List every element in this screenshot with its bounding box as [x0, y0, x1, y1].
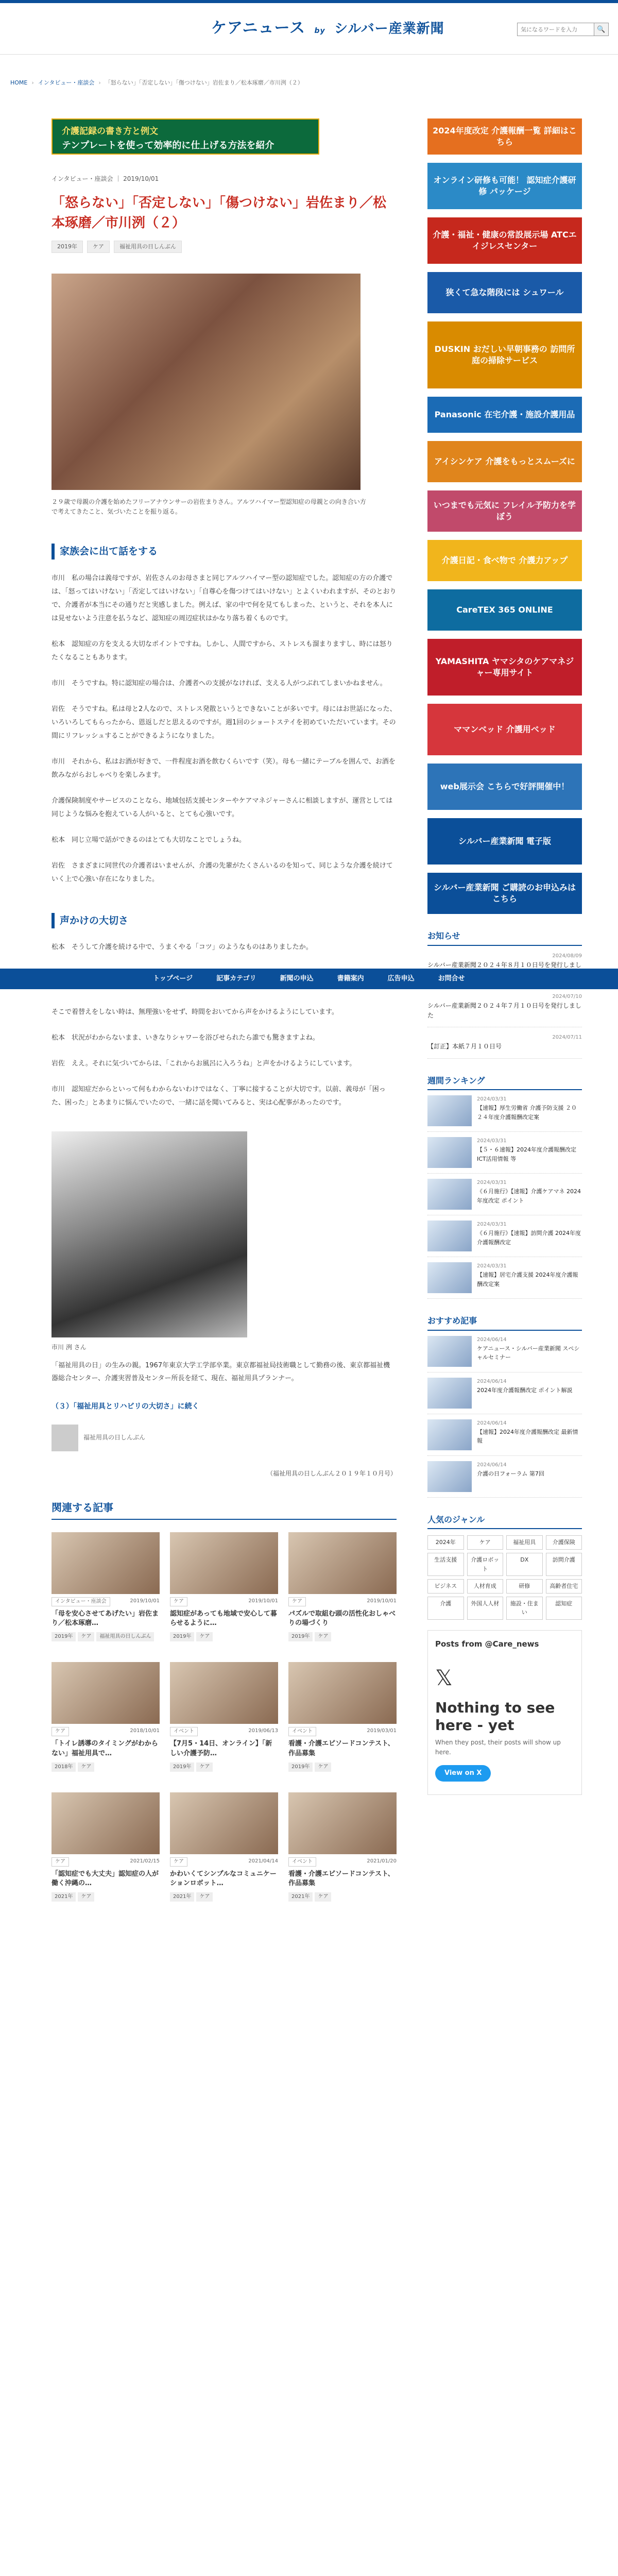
- ranking-item-body: [477, 1179, 582, 1210]
- ranking-item-title[interactable]: 【速報】厚生労働省 介護予防支援 ２０２４年度介護報酬改定案: [477, 1105, 577, 1121]
- genre-heading: 人気のジャンル: [427, 1513, 582, 1530]
- paragraph: 岩佐 ええ。それに気づいてからは、「これからお風呂に入ろうね」と声をかけるようにしています。: [52, 1059, 356, 1067]
- breadcrumb-separator: ›: [98, 79, 101, 86]
- related-article-tag[interactable]: 2021年: [170, 1892, 194, 1902]
- recommend-item-date: 2024/06/14: [477, 1378, 507, 1384]
- paragraph: 松本 状況がわからないまま、いきなりシャワーを浴びせられたら誰でも驚きますよね。: [52, 1033, 319, 1042]
- nav-item-ads[interactable]: 広告申込: [387, 974, 415, 982]
- related-article-tag[interactable]: 福祉用具の日しんぶん: [96, 1632, 154, 1641]
- related-article-meta: [288, 1727, 397, 1736]
- ranking-item-thumbnail: [427, 1095, 472, 1126]
- ranking-item-title[interactable]: 《６月施行》【速報】介護ケアマネ 2024年度改定 ポイント: [477, 1188, 581, 1204]
- related-article-thumbnail: [52, 1662, 160, 1724]
- article-title: 「怒らない」「否定しない」「傷つけない」岩佐まり／松本琢磨／市川洌（２）: [52, 195, 387, 231]
- related-article-meta: [288, 1597, 397, 1606]
- sidebar-ad-banner[interactable]: 介護・福祉・健康の常設展示場 ATCエイジレスセンター: [427, 217, 582, 264]
- recommend-item-body: [477, 1461, 544, 1492]
- breadcrumb-category[interactable]: インタビュー・座談会: [38, 79, 95, 86]
- section-heading: 声かけの大切さ: [52, 913, 397, 928]
- related-article-tags: [288, 1892, 397, 1902]
- related-article-category: ケア: [170, 1857, 187, 1867]
- genre-tag[interactable]: ビジネス: [427, 1579, 464, 1594]
- photo-caption: ２９歳で母親の介護を始めたフリーアナウンサーの岩佐まりさん。アルツハイマー型認知症の母親との向き合い方で考えてきたこと、気づいたことを振り返る。: [52, 498, 366, 515]
- breadcrumb-home[interactable]: HOME: [10, 79, 28, 86]
- related-article-category: イベント: [288, 1727, 316, 1736]
- related-article-tag[interactable]: 2019年: [288, 1632, 313, 1641]
- related-article-tags: [288, 1762, 397, 1772]
- related-article-title[interactable]: 【7月5・14日、オンライン】「新しい介護予防…: [170, 1740, 272, 1757]
- related-article-title[interactable]: パズルで取組む頭の活性化おしゃべりの場づくり: [288, 1610, 396, 1628]
- ranking-list: [427, 1090, 582, 1299]
- related-article-card[interactable]: [170, 1532, 278, 1641]
- related-article-card[interactable]: [170, 1662, 278, 1771]
- related-article-tags: [170, 1632, 278, 1641]
- related-article-title[interactable]: 「認知症でも大丈夫」認知症の人が働く沖縄の…: [52, 1870, 159, 1888]
- related-article-card[interactable]: [288, 1662, 397, 1771]
- news-date: 2024/08/09: [552, 953, 582, 959]
- recommend-item-title[interactable]: ケアニュース・シルバー産業新聞 スペシャルセミナー: [477, 1345, 580, 1361]
- related-article-card[interactable]: [288, 1532, 397, 1641]
- related-article-title[interactable]: 「トイレ誘導のタイミングがわからない」福祉用具で…: [52, 1740, 158, 1757]
- paragraph: 市川 そうですね。特に認知症の場合は、介護者への支援がなければ、支える人がつぶれてしまいかねません。: [52, 679, 387, 687]
- related-article-meta: [52, 1597, 160, 1606]
- view-on-x-button[interactable]: View on X: [435, 1765, 491, 1782]
- sidebar-ads: [427, 118, 582, 914]
- ranking-item-thumbnail: [427, 1137, 472, 1168]
- related-article-tag[interactable]: ケア: [315, 1892, 331, 1902]
- recommend-list: [427, 1331, 582, 1498]
- related-article-tag[interactable]: 2021年: [52, 1892, 76, 1902]
- recommend-item-title[interactable]: 介護の日フォーラム 第7回: [477, 1470, 544, 1477]
- paragraph: 市川 認知症だからといって何もわからないわけではなく、丁寧に接することが大切です。以前、義母が「困った、困った」とあまりに悩んでいたので、一緒に話を聞いてみると、実は心配事があったのです。: [52, 1085, 386, 1107]
- related-article-title[interactable]: 看護・介護エピソードコンテスト、作品募集: [288, 1870, 394, 1888]
- related-article-card[interactable]: [170, 1792, 278, 1902]
- paragraph: 松本 同じ立場で話ができるのはとても大切なことでしょうね。: [52, 836, 246, 844]
- related-article-card[interactable]: [52, 1792, 160, 1902]
- related-article-tags: [170, 1892, 278, 1902]
- related-article-title[interactable]: かわいくてシンプルなコミュニケーションロボット…: [170, 1870, 277, 1888]
- related-article-date: 2019/03/01: [367, 1728, 397, 1734]
- related-article-tag[interactable]: 2019年: [288, 1762, 313, 1772]
- ranking-item-body: [477, 1137, 582, 1168]
- recommend-item-thumbnail: [427, 1461, 472, 1492]
- logo-brand: シルバー産業新聞: [334, 21, 444, 37]
- article-tags: [52, 241, 397, 253]
- related-article-tag[interactable]: 2019年: [52, 1632, 76, 1641]
- paragraph: そこで着替えをしない時は、無理強いをせず、時間をおいてから声をかけるようにしています。: [52, 1008, 338, 1016]
- related-article-meta: [170, 1857, 278, 1867]
- twitter-embed: [427, 1630, 582, 1795]
- sidebar-ad-banner[interactable]: アイシンケア 介護をもっとスムーズに: [427, 441, 582, 482]
- paragraph: 介護保険制度やサービスのことなら、地域包括支援センターやケアマネジャーさんに相談しますが、運営としては同じような悩みを抱えている人がいると、とても心強いです。: [52, 796, 393, 818]
- related-article-tags: [52, 1892, 160, 1902]
- search-box: [517, 23, 609, 36]
- recommend-item[interactable]: [427, 1414, 582, 1456]
- breadcrumb-separator: ›: [31, 79, 34, 86]
- tag[interactable]: 2019年: [52, 241, 83, 253]
- related-article-meta: [52, 1857, 160, 1867]
- genre-list: [427, 1535, 582, 1620]
- recommend-item-thumbnail: [427, 1419, 472, 1450]
- genre-tag[interactable]: ケア: [467, 1535, 504, 1550]
- nav-item-category[interactable]: 記事カテゴリ: [216, 974, 256, 982]
- news-date: 2024/07/10: [552, 993, 582, 999]
- logo-by: by: [314, 27, 325, 35]
- recommend-item-date: 2024/06/14: [477, 1420, 507, 1426]
- ranking-item-thumbnail: [427, 1221, 472, 1251]
- portrait-photo: [52, 1131, 247, 1337]
- related-article-category: インタビュー・座談会: [52, 1597, 110, 1606]
- ranking-item-body: [477, 1262, 582, 1293]
- nav-item-contact[interactable]: お問合せ: [438, 974, 465, 982]
- related-article-date: 2019/06/13: [248, 1728, 278, 1734]
- paragraph: 市川 私の場合は義母ですが、岩佐さんのお母さまと同じアルツハイマー型の認知症でした。認知症の方の介護では、「怒ってはいけない」「否定してはいけない」「自尊心を傷つけてはいけない」とよくいわれますが、そのとおりで、介護者が本当にその通りだと実感しました。例えば、家の中で何を見てもしまった、というと、それを本人には見せないよう注意を払うなど、認知症の周辺症状はかなり落ち着くものです。: [52, 574, 397, 622]
- related-article-title[interactable]: 看護・介護エピソードコンテスト、作品募集: [288, 1740, 394, 1757]
- genre-tag[interactable]: 研修: [506, 1579, 543, 1594]
- ranking-item-date: 2024/03/31: [477, 1138, 507, 1144]
- sidebar-ad-banner[interactable]: YAMASHITA ヤマシタのケアマネジャー専用サイト: [427, 639, 582, 696]
- recommend-heading: おすすめ記事: [427, 1314, 582, 1331]
- recommend-item[interactable]: [427, 1331, 582, 1372]
- related-article-thumbnail: [170, 1792, 278, 1854]
- twitter-title[interactable]: Posts from @Care_news: [435, 1639, 539, 1649]
- genre-tag[interactable]: 介護保険: [546, 1535, 582, 1550]
- related-article-category: イベント: [170, 1727, 198, 1736]
- recommend-item-body: [477, 1378, 573, 1409]
- related-article-date: 2019/10/01: [248, 1598, 278, 1604]
- related-article-tag[interactable]: ケア: [315, 1632, 331, 1641]
- related-article-date: 2019/10/01: [130, 1598, 160, 1604]
- related-article-meta: [170, 1727, 278, 1736]
- genre-tag[interactable]: 認知症: [546, 1597, 582, 1620]
- banner-line2: テンプレートを使って効率的に仕上げる方法を紹介: [62, 140, 274, 151]
- news-text[interactable]: シルバー産業新聞２０２４年７月１０日号を発行しました: [427, 1002, 581, 1020]
- related-article-thumbnail: [288, 1532, 397, 1594]
- article-meta: インタビュー・座談会 ｜ 2019/10/01: [52, 175, 159, 182]
- ranking-item-title[interactable]: 【５・６速報】2024年度介護報酬改定 ICT活用情報 等: [477, 1146, 576, 1162]
- recommend-item-thumbnail: [427, 1378, 472, 1409]
- related-article-title[interactable]: 認知症があっても地域で安心して暮らせるように…: [170, 1610, 277, 1628]
- related-article-date: 2021/01/20: [367, 1858, 397, 1864]
- recommend-item-thumbnail: [427, 1336, 472, 1367]
- sidebar-ad-banner[interactable]: DUSKIN おだしい早朝事務の 訪問所庭の掃除サービス: [427, 321, 582, 388]
- related-article-thumbnail: [170, 1662, 278, 1724]
- top-banner[interactable]: [52, 118, 319, 155]
- nav-item-books[interactable]: 書籍案内: [337, 974, 364, 982]
- sidebar-ad-banner[interactable]: Panasonic 在宅介護・施設介護用品: [427, 397, 582, 433]
- nav-item-top[interactable]: トップページ: [153, 974, 193, 982]
- ranking-item-date: 2024/03/31: [477, 1180, 507, 1186]
- paragraph: 松本 そうして介護を続ける中で、うまくやる「コツ」のようなものはありましたか。: [52, 943, 313, 951]
- twitter-empty-title: Nothing to see here - yet: [435, 1699, 555, 1734]
- related-article-tags: [288, 1632, 397, 1641]
- related-article-category: ケア: [170, 1597, 187, 1606]
- genre-tag[interactable]: 訪問介護: [546, 1553, 582, 1576]
- ranking-item[interactable]: [427, 1174, 582, 1215]
- ranking-item-body: [477, 1095, 582, 1126]
- sidebar-ad-banner[interactable]: CareTEX 365 ONLINE: [427, 589, 582, 631]
- ranking-item[interactable]: [427, 1132, 582, 1174]
- genre-tag[interactable]: 高齢者住宅: [546, 1579, 582, 1594]
- related-article-card[interactable]: [52, 1532, 160, 1641]
- news-text[interactable]: 【訂正】本紙７月１０日号: [427, 1043, 502, 1050]
- ranking-item[interactable]: [427, 1215, 582, 1257]
- ranking-item[interactable]: [427, 1090, 582, 1132]
- ranking-item-title[interactable]: 《６月施行》【速報】訪問介護 2024年度介護報酬改定: [477, 1230, 581, 1246]
- global-nav: [0, 969, 618, 989]
- genre-tag[interactable]: 介護: [427, 1597, 464, 1620]
- paragraph: 岩佐 さまざまに同世代の介護者はいませんが、介護の先輩がたくさんいるのを知って、同じような介護を続けていく上で心強い存在になりました。: [52, 861, 393, 883]
- related-article-tag[interactable]: ケア: [78, 1632, 94, 1641]
- related-article-date: 2019/10/01: [367, 1598, 397, 1604]
- breadcrumb-current: 「怒らない」「否定しない」「傷つけない」岩佐まり／松本琢磨／市川洌（２）: [105, 79, 303, 86]
- site-header: [0, 3, 618, 55]
- related-article-category: ケア: [52, 1727, 69, 1736]
- sidebar-ad-banner[interactable]: 2024年度改定 介護報酬一覧 詳細はこちら: [427, 118, 582, 155]
- related-article-thumbnail: [288, 1792, 397, 1854]
- genre-tag[interactable]: 介護ロボット: [467, 1553, 504, 1576]
- related-article-category: ケア: [52, 1857, 69, 1867]
- sidebar-ad-banner[interactable]: オンライン研修も可能！ 認知症介護研修 パッケージ: [427, 163, 582, 209]
- related-article-tag[interactable]: ケア: [78, 1892, 94, 1902]
- related-article-category: ケア: [288, 1597, 306, 1606]
- sidebar-ad-banner[interactable]: 介護日記・食べ物で 介護力アップ: [427, 540, 582, 581]
- recommend-item[interactable]: [427, 1372, 582, 1414]
- related-article-tag[interactable]: ケア: [315, 1762, 331, 1772]
- related-article-thumbnail: [288, 1662, 397, 1724]
- related-article-meta: [52, 1727, 160, 1736]
- ranking-item-date: 2024/03/31: [477, 1096, 507, 1103]
- related-article-tag[interactable]: 2019年: [170, 1632, 194, 1641]
- sidebar-ad-banner[interactable]: web展示会 こちらで好評開催中！: [427, 764, 582, 810]
- sidebar: [427, 118, 582, 1795]
- related-article-category: イベント: [288, 1857, 316, 1867]
- related-article-date: 2021/02/15: [130, 1858, 160, 1864]
- site-logo[interactable]: [211, 16, 444, 41]
- profile-bio: 「福祉用具の日」の生みの親。1967年東京大学工学部卒業。東京都福祉局技術職として勤務の後、東京都福祉機器総合センター、介護実習普及センター所長を経て、現在、福祉用具プランナー。: [52, 1362, 390, 1382]
- ranking-heading: 週間ランキング: [427, 1074, 582, 1091]
- ranking-item-date: 2024/03/31: [477, 1222, 507, 1228]
- section-heading: 家族会に出て話をする: [52, 544, 397, 559]
- related-article-tags: [52, 1762, 160, 1772]
- breadcrumb: [10, 78, 303, 88]
- related-article-tag[interactable]: 2018年: [52, 1762, 76, 1772]
- paragraph: 松本 認知症の方を支える大切なポイントですね。しかし、人間ですから、ストレスも溜まりますし、時には怒りたくなることもあります。: [52, 640, 393, 662]
- related-article-meta: [288, 1857, 397, 1867]
- news-list: [427, 946, 582, 1059]
- related-article-tag[interactable]: ケア: [78, 1762, 94, 1772]
- related-article-card[interactable]: [288, 1792, 397, 1902]
- related-article-tag[interactable]: 2021年: [288, 1892, 313, 1902]
- search-input[interactable]: [517, 23, 594, 36]
- author-avatar: [52, 1425, 78, 1451]
- tag[interactable]: ケア: [87, 241, 110, 253]
- ranking-item-date: 2024/03/31: [477, 1263, 507, 1269]
- author-box: [52, 1425, 397, 1451]
- ranking-item-title[interactable]: 【速報】居宅介護支援 2024年度介護報酬改定案: [477, 1272, 578, 1287]
- banner-line1: 介護記録の書き方と例文: [62, 126, 158, 137]
- sidebar-ad-banner[interactable]: ママンベッド 介護用ベッド: [427, 704, 582, 755]
- recommend-item-title[interactable]: 【速報】2024年度介護報酬改定 最新情報: [477, 1428, 578, 1445]
- ranking-item-body: [477, 1221, 582, 1251]
- related-article-tag[interactable]: ケア: [196, 1892, 213, 1902]
- logo-main: ケアニュース: [211, 19, 305, 37]
- genre-tag[interactable]: DX: [506, 1553, 543, 1576]
- genre-tag[interactable]: 生活支援: [427, 1553, 464, 1576]
- ranking-item-thumbnail: [427, 1262, 472, 1293]
- related-article-tag[interactable]: ケア: [196, 1632, 213, 1641]
- news-heading: お知らせ: [427, 929, 582, 946]
- genre-tag[interactable]: 2024年: [427, 1535, 464, 1550]
- recommend-item-body: [477, 1419, 582, 1450]
- sidebar-ad-banner[interactable]: シルバー産業新聞 ご購読のお申込みはこちら: [427, 873, 582, 914]
- related-article-meta: [170, 1597, 278, 1606]
- nav-item-subscribe[interactable]: 新聞の申込: [280, 974, 314, 982]
- genre-tag[interactable]: 外国人人材: [467, 1597, 504, 1620]
- genre-tag[interactable]: 人材育成: [467, 1579, 504, 1594]
- related-article-tags: [170, 1762, 278, 1772]
- related-articles-heading: 関連する記事: [52, 1499, 397, 1520]
- search-button[interactable]: [594, 23, 609, 36]
- related-article-thumbnail: [52, 1792, 160, 1854]
- author-name: 福祉用具の日しんぶん: [83, 1434, 146, 1442]
- sidebar-ad-banner[interactable]: いつまでも元気に フレイル予防力を学ぼう: [427, 490, 582, 532]
- related-article-title[interactable]: 「母を安心させてあげたい」岩佐まり／松本琢磨…: [52, 1610, 159, 1628]
- related-article-tags: [52, 1632, 160, 1641]
- next-article-link[interactable]: （３）「福祉用具とリハビリの大切さ」に続く: [52, 1402, 199, 1411]
- news-item[interactable]: [427, 1027, 582, 1058]
- main-column: [52, 118, 397, 1902]
- recommend-item-title[interactable]: 2024年度介護報酬改定 ポイント解説: [477, 1386, 573, 1394]
- paragraph: 市川 それから、私はお酒が好きで、一件程度お酒を飲むくらいです（笑）。母も一緒にテーブルを囲んで、お酒を飲みながらおしゃべりを楽しみます。: [52, 757, 396, 779]
- ranking-item-thumbnail: [427, 1179, 472, 1210]
- search-icon: 🔍: [597, 25, 606, 33]
- x-logo-icon: 𝕏: [435, 1665, 453, 1690]
- news-date: 2024/07/11: [552, 1035, 582, 1041]
- ranking-item[interactable]: [427, 1257, 582, 1299]
- related-article-tag[interactable]: 2019年: [170, 1762, 194, 1772]
- recommend-item-date: 2024/06/14: [477, 1336, 507, 1343]
- twitter-empty-text: When they post, their posts will show up here.: [435, 1739, 561, 1756]
- article-main-photo: [52, 274, 360, 490]
- recommend-item[interactable]: [427, 1456, 582, 1498]
- related-article-thumbnail: [52, 1532, 160, 1594]
- article-source: （福祉用具の日しんぶん２０１９年１０月号）: [266, 1469, 397, 1477]
- related-article-date: 2018/10/01: [130, 1728, 160, 1734]
- related-article-date: 2021/04/14: [248, 1858, 278, 1864]
- tag[interactable]: 福祉用具の日しんぶん: [114, 241, 182, 253]
- genre-tag[interactable]: 施設・住まい: [506, 1597, 543, 1620]
- genre-tag[interactable]: 福祉用具: [506, 1535, 543, 1550]
- related-article-card[interactable]: [52, 1662, 160, 1771]
- sidebar-ad-banner[interactable]: シルバー産業新聞 電子版: [427, 818, 582, 865]
- recommend-item-body: [477, 1336, 582, 1367]
- portrait-caption: 市川 洌 さん: [52, 1343, 87, 1351]
- related-article-thumbnail: [170, 1532, 278, 1594]
- sidebar-ad-banner[interactable]: 狭くて急な階段には シュワール: [427, 272, 582, 313]
- related-article-tag[interactable]: ケア: [196, 1762, 213, 1772]
- paragraph: 岩佐 そうですね。私は母と2人なので、ストレス発散というとできないことが多いです。母にはお世話になった、いろいろしてもらったから、恩返しだと思えるのですが。週1回のショートステイを初めていただいています。その間にリフレッシュすることができるようになりました。: [52, 705, 397, 740]
- news-item[interactable]: [427, 987, 582, 1027]
- news-text[interactable]: シルバー産業新聞２０２４年８月１０日号を発行しまし: [427, 961, 581, 969]
- related-articles-grid: [52, 1532, 397, 1902]
- recommend-item-date: 2024/06/14: [477, 1462, 507, 1468]
